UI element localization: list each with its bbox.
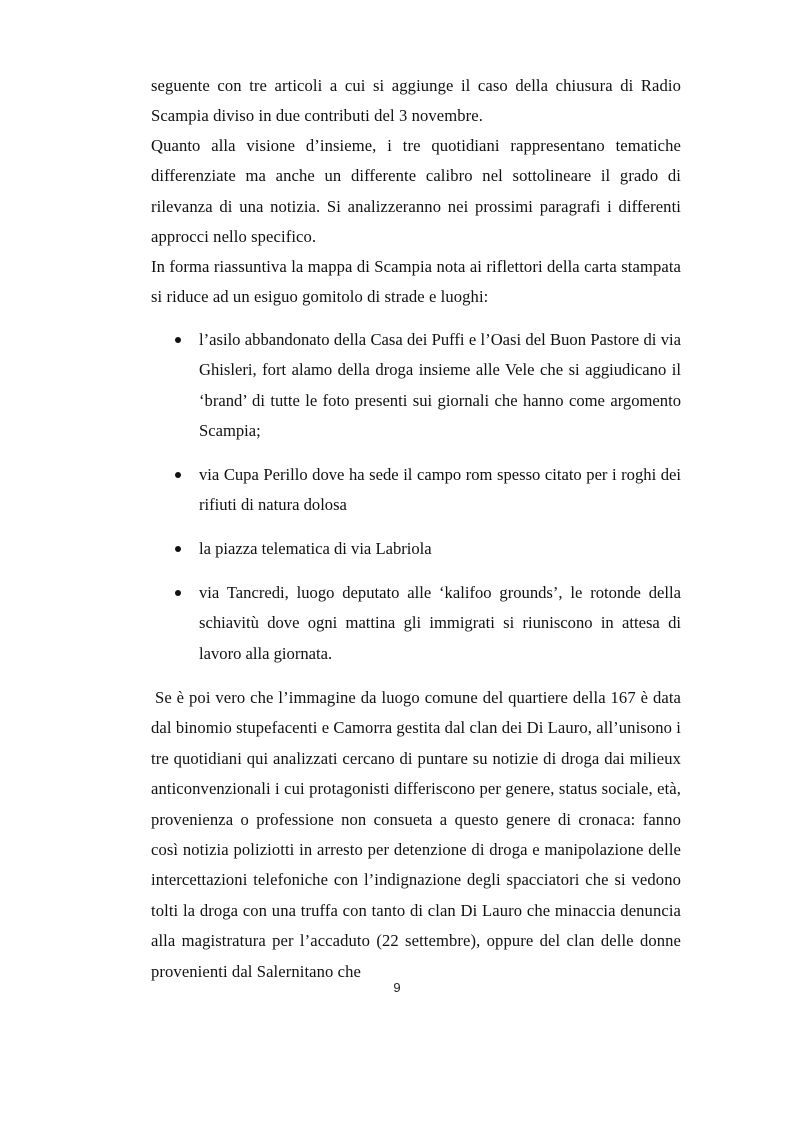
paragraph-radio-scampia: seguente con tre articoli a cui si aggiunge il caso della chiusura di Radio Scampia diviso in due contributi del 3 novembre. [151, 76, 681, 126]
page-number: 9 [393, 980, 401, 995]
bullet-icon [175, 546, 181, 552]
bullet-icon [175, 472, 181, 478]
bullet-icon [175, 337, 181, 343]
bullet-text: l’asilo abbandonato della Casa dei Puffi e l’Oasi del Buon Pastore di via Ghisleri, fort alamo della droga insieme alle Vele che si aggiudicano il ‘brand’ di tutte le foto presenti sui giornali che hanno come argomento Scampia; [199, 330, 681, 441]
bullet-text: la piazza telematica di via Labriola [199, 539, 432, 558]
bullet-text: via Tancredi, luogo deputato alle ‘kalifoo grounds’, le rotonde della schiavitù dove ogni mattina gli immigrati si riuniscono in attesa di lavoro alla giornata. [199, 583, 681, 663]
paragraph-visione-insieme: Quanto alla visione d’insieme, i tre quotidiani rappresentano tematiche differenziate ma anche un differente calibro nel sottolineare il grado di rilevanza di una notizia. Si analizzeranno nei prossimi paragrafi i differenti approcci nello specifico. [151, 136, 681, 247]
bullet-icon [175, 590, 181, 596]
paragraph-droga-camorra: Se è poi vero che l’immagine da luogo comune del quartiere della 167 è data dal binomio stupefacenti e Camorra gestita dal clan dei Di Lauro, all’unisono i tre quotidiani qui analizzati cercano di puntare su notizie di droga dai milieux anticonvenzionali i cui protagonisti differiscono per genere, status sociale, età, provenienza o professione non consueta a questo genere di cronaca: fanno così notizia poliziotti in arresto per detenzione di droga e manipolazione delle intercettazioni telefoniche con l’indignazione degli spacciatori che si vedono tolti la droga con una truffa con tanto di clan Di Lauro che minaccia denuncia alla magistratura per l’accaduto (22 settembre), oppure del clan delle donne provenienti dal Salernitano che [151, 688, 681, 981]
bullet-text: via Cupa Perillo dove ha sede il campo rom spesso citato per i roghi dei rifiuti di natura dolosa [199, 465, 681, 515]
paragraph-mappa-scampia: In forma riassuntiva la mappa di Scampia nota ai riflettori della carta stampata si riduce ad un esiguo gomitolo di strade e luoghi: [151, 257, 681, 307]
